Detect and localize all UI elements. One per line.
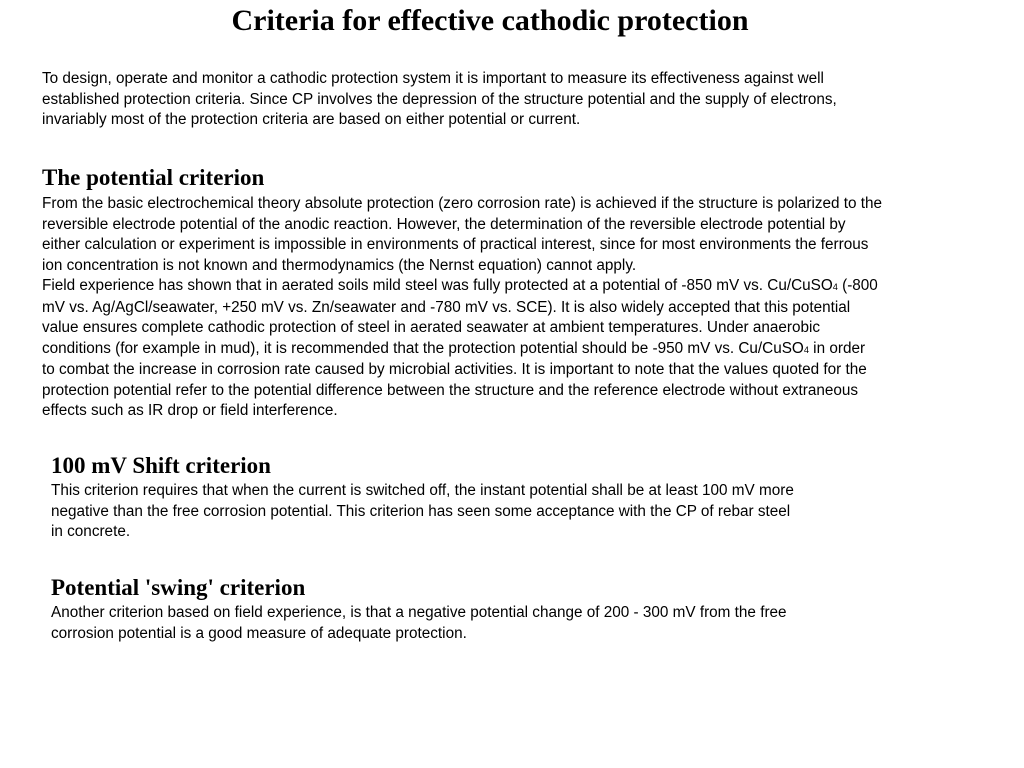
text-line: value ensures complete cathodic protection of steel in aerated seawater at ambient temperatures. Under anaerobic [42,319,821,336]
text-line: in concrete. [51,523,131,540]
text-line: This criterion requires that when the current is switched off, the instant potential shall be at least 100 mV more [51,482,794,499]
text-line: negative than the free corrosion potential. This criterion has seen some acceptance with the CP of rebar steel [51,502,791,520]
potential-criterion-heading: The potential criterion [42,165,265,190]
shift-criterion-paragraph [51,481,931,543]
swing-criterion-heading: Potential 'swing' criterion [51,575,306,600]
text-line: effects such as IR drop or field interference. [42,402,338,419]
text-line: either calculation or experiment is impossible in environments of practical interest, since for most environments the ferrous [42,236,869,253]
text-fragment: Field experience has shown that in aerated soils mild steel was fully protected at a potential of -850 mV vs. Cu/CuSO [42,277,833,294]
text-line: established protection criteria. Since CP involves the depression of the structure potential and the supply of electrons, [42,90,837,108]
text-line: corrosion potential is a good measure of adequate protection. [51,624,467,642]
text-line [42,276,992,298]
subscript: 4 [832,282,838,292]
text-fragment: in order [808,339,866,357]
text-line [42,339,992,361]
potential-criterion-paragraph [42,194,992,422]
subscript: 4 [803,344,809,355]
text-line: protection potential refer to the potential difference between the structure and the reference electrode without extraneous [42,381,859,399]
text-line: to combat the increase in corrosion rate caused by microbial activities. It is important to note that the values quoted for the [42,361,867,378]
text-line: invariably most of the protection criteria are based on either potential or current. [42,111,581,128]
shift-criterion-heading: 100 mV Shift criterion [51,453,271,478]
text-fragment: conditions (for example in mud), it is recommended that the protection potential should be -950 mV vs. Cu/CuSO [42,339,804,357]
text-fragment: (-800 [837,277,878,294]
swing-criterion-paragraph [51,603,931,644]
text-line: To design, operate and monitor a cathodic protection system it is important to measure its effectiveness against well [42,70,824,87]
page-title: Criteria for effective cathodic protection [231,4,749,37]
text-line: reversible electrode potential of the anodic reaction. However, the determination of the reversible electrode potential by [42,215,846,233]
text-line: Another criterion based on field experience, is that a negative potential change of 200 - 300 mV from the free [51,604,787,621]
intro-paragraph [42,69,942,131]
text-line: ion concentration is not known and thermodynamics (the Nernst equation) cannot apply. [42,256,637,274]
text-line: From the basic electrochemical theory absolute protection (zero corrosion rate) is achieved if the structure is polarized to the [42,195,883,212]
text-line: mV vs. Ag/AgCl/seawater, +250 mV vs. Zn/seawater and -780 mV vs. SCE). It is also widely accepted that this potential [42,298,851,316]
